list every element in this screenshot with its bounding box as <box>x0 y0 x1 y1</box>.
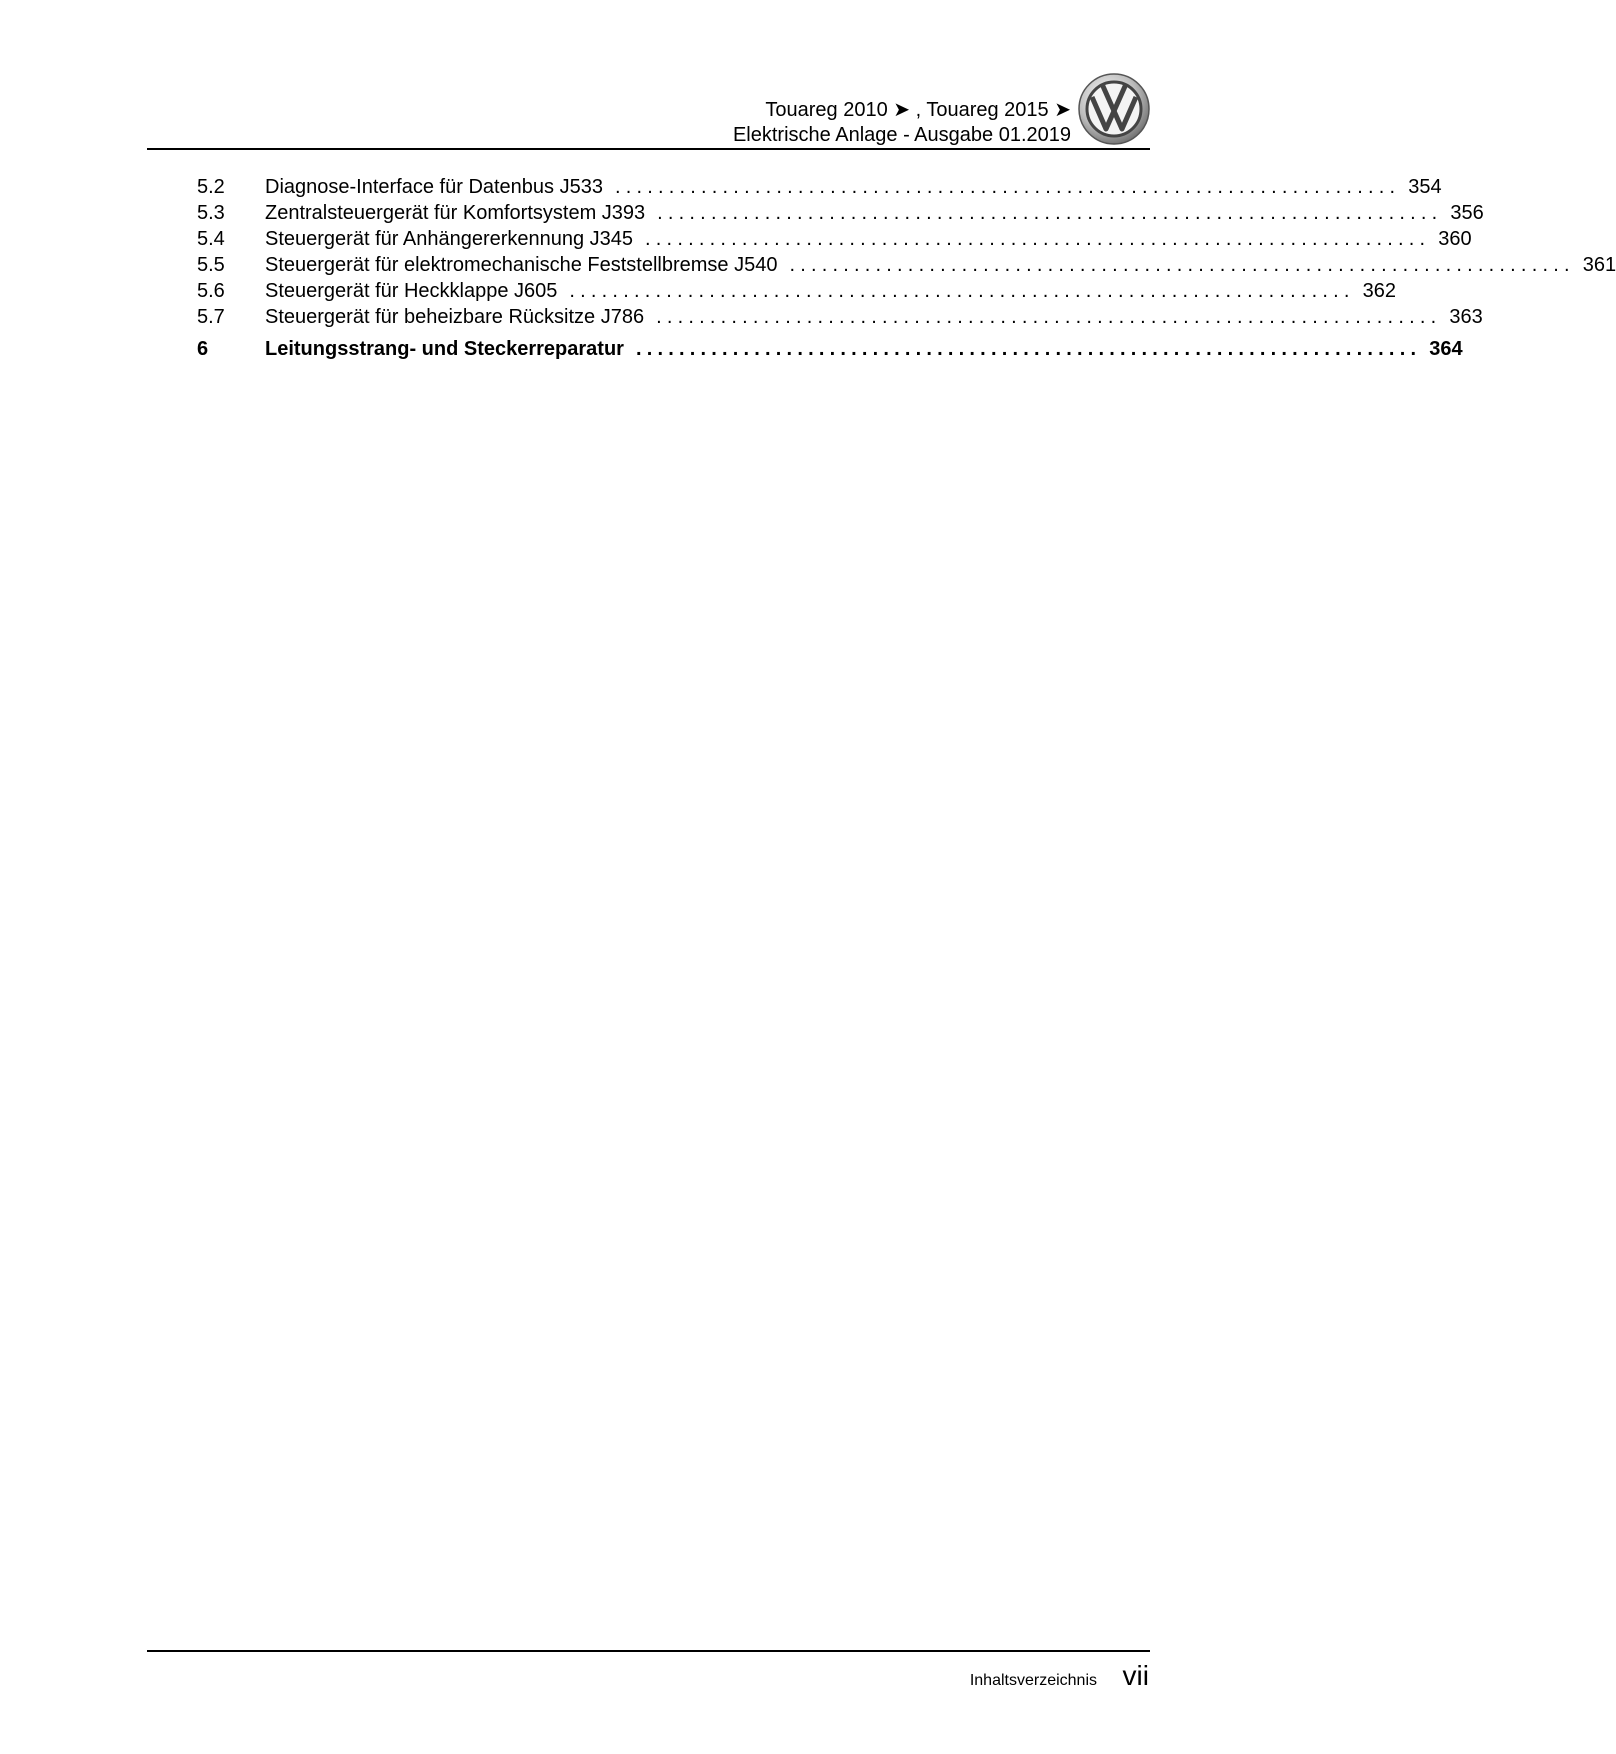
toc-entry-title: Steuergerät für Heckklappe J605 <box>265 280 558 302</box>
page-header <box>733 98 1071 148</box>
footer-section-label: Inhaltsverzeichnis <box>969 1672 1097 1689</box>
toc-leader-dots: ......................................................................... <box>614 176 1401 198</box>
toc-entry-number: 5.4 <box>197 228 225 250</box>
toc-entry[interactable] <box>197 304 1483 330</box>
toc-entry[interactable] <box>197 200 1484 226</box>
toc-entry-title: Zentralsteuergerät für Komfortsystem J393 <box>265 202 646 224</box>
toc-entry-number: 5.3 <box>197 202 225 224</box>
toc-leader-dots: ......................................................................... <box>645 228 1431 250</box>
toc-entry[interactable] <box>197 278 1397 304</box>
toc-entry[interactable] <box>197 252 1616 278</box>
toc-entry-title: Leitungsstrang- und Steckerreparatur <box>265 338 624 360</box>
toc-entry-page: 361 <box>1582 254 1616 276</box>
toc-leader-dots: ......................................................................... <box>789 254 1575 276</box>
toc-entry-number: 5.6 <box>197 280 225 302</box>
toc-entry-page: 356 <box>1450 202 1484 224</box>
table-of-contents <box>197 174 1616 362</box>
toc-entry-number: 5.5 <box>197 254 225 276</box>
toc-leader-dots: ......................................................................... <box>656 306 1442 328</box>
toc-chapter-entry[interactable] <box>197 336 1463 362</box>
toc-entry-title: Steuergerät für beheizbare Rücksitze J786 <box>265 306 645 328</box>
toc-entry[interactable] <box>197 174 1442 200</box>
footer-page-number: vii <box>1122 1660 1149 1691</box>
vw-logo-icon <box>1078 73 1150 145</box>
header-edition-line: Elektrische Anlage - Ausgabe 01.2019 <box>732 124 1071 146</box>
toc-entry-page: 363 <box>1449 306 1483 328</box>
toc-leader-dots: ......................................................................... <box>657 202 1443 224</box>
toc-entry-number: 5.2 <box>197 176 225 198</box>
toc-entry-title: Steuergerät für Anhängererkennung J345 <box>265 228 634 250</box>
toc-leader-dots: ......................................................................... <box>635 338 1422 360</box>
toc-entry-page: 360 <box>1438 228 1472 250</box>
toc-entry-title: Steuergerät für elektromechanische Feststellbremse J540 <box>265 254 778 276</box>
toc-entry[interactable] <box>197 226 1472 252</box>
toc-entry-title: Diagnose-Interface für Datenbus J533 <box>265 176 603 198</box>
header-rule <box>147 148 1150 150</box>
header-model-line: Touareg 2010 ➤ , Touareg 2015 ➤ <box>765 99 1071 121</box>
toc-leader-dots: ......................................................................... <box>569 280 1355 302</box>
toc-entry-number: 5.7 <box>197 306 225 328</box>
toc-entry-number: 6 <box>197 338 209 360</box>
toc-entry-page: 364 <box>1429 338 1463 360</box>
toc-entry-page: 354 <box>1408 176 1442 198</box>
footer-rule <box>147 1650 1150 1652</box>
toc-entry-page: 362 <box>1362 280 1397 302</box>
